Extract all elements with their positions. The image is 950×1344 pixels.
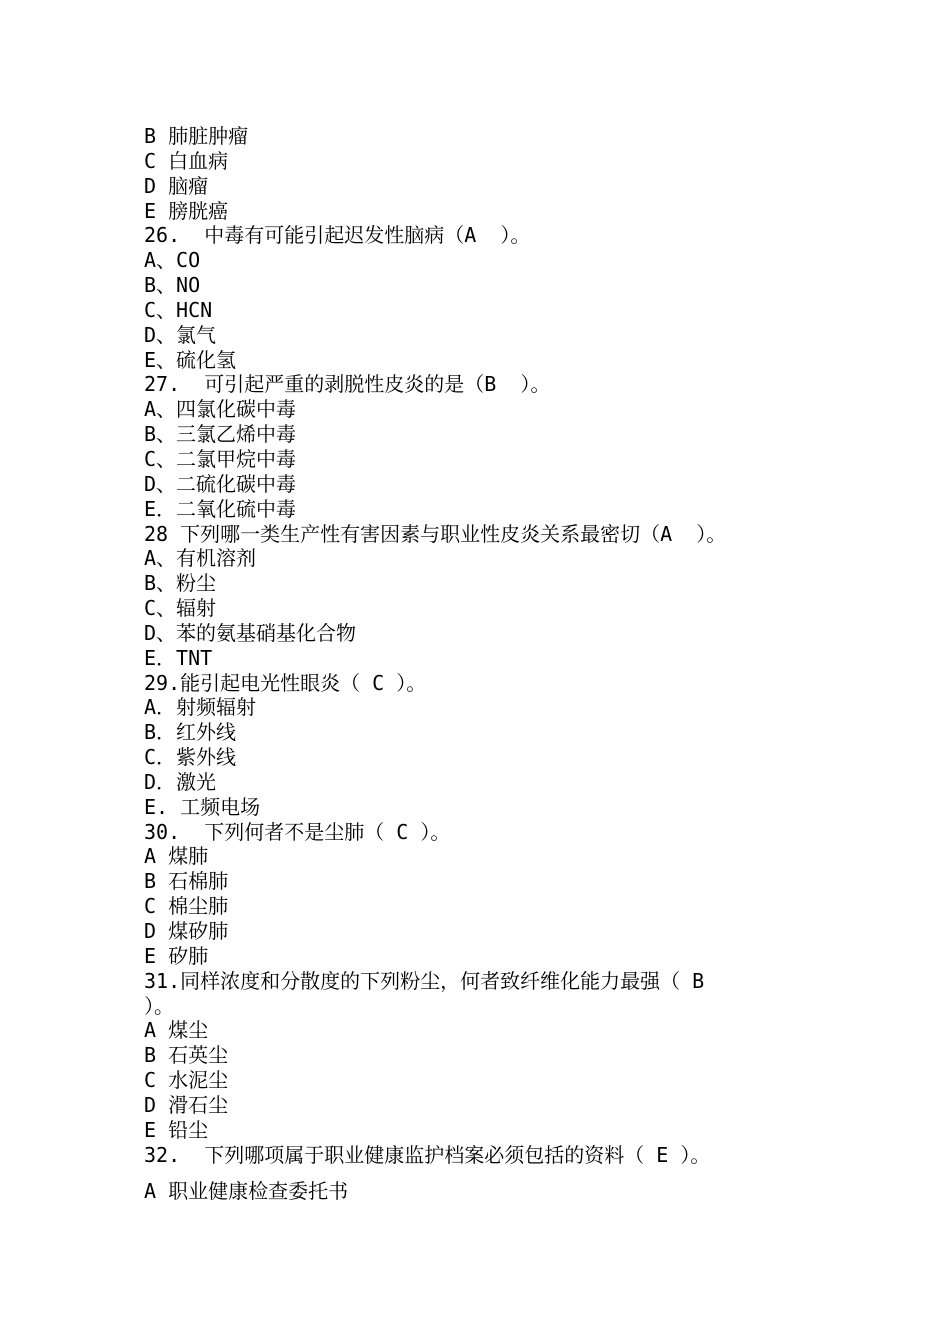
q26-option-d: D、氯气 bbox=[144, 322, 217, 347]
q30-option-d: D 煤矽肺 bbox=[144, 919, 229, 943]
q30-option-e: E 矽肺 bbox=[144, 943, 209, 968]
document-page bbox=[144, 124, 824, 1204]
question-30: 30. 下列何者不是尘肺（ C ）。 bbox=[144, 819, 451, 844]
q27-option-b: B、三氯乙烯中毒 bbox=[144, 422, 297, 447]
question-26: 26. 中毒有可能引起迟发性脑病（A ）。 bbox=[144, 223, 531, 248]
question-28: 28 下列哪一类生产性有害因素与职业性皮炎关系最密切（A ）。 bbox=[144, 521, 727, 546]
option-d-brain-tumor: D 脑瘤 bbox=[144, 173, 209, 198]
q27-option-a: A、四氯化碳中毒 bbox=[144, 397, 297, 422]
q27-option-d: D、二硫化碳中毒 bbox=[144, 471, 297, 496]
question-29: 29.能引起电光性眼炎（ C ）。 bbox=[144, 670, 427, 695]
q29-option-d: D．激光 bbox=[144, 769, 217, 794]
q28-option-e: E．TNT bbox=[144, 645, 213, 670]
q32-option-a: A 职业健康检查委托书 bbox=[144, 1179, 349, 1204]
q30-option-c: C 棉尘肺 bbox=[144, 894, 229, 919]
q31-option-e: E 铅尘 bbox=[144, 1117, 209, 1142]
q31-option-a: A 煤尘 bbox=[144, 1018, 209, 1043]
option-e-bladder-cancer: E 膀胱癌 bbox=[144, 198, 229, 223]
q28-option-d: D、苯的氨基硝基化合物 bbox=[144, 620, 357, 645]
option-c-leukemia: C 白血病 bbox=[144, 148, 229, 173]
q26-option-e: E、硫化氢 bbox=[144, 347, 237, 372]
question-32: 32. 下列哪项属于职业健康监护档案必须包括的资料（ E ）。 bbox=[144, 1142, 711, 1167]
q29-option-b: B．红外线 bbox=[144, 720, 237, 745]
q30-option-a: A 煤肺 bbox=[144, 844, 209, 869]
q28-option-b: B、粉尘 bbox=[144, 571, 217, 596]
q27-option-c: C、二氯甲烷中毒 bbox=[144, 446, 297, 471]
q29-option-a: A．射频辐射 bbox=[144, 695, 257, 720]
question-31-continued: ）。 bbox=[144, 993, 174, 1018]
q26-option-a: A、CO bbox=[144, 248, 201, 273]
question-27: 27. 可引起严重的剥脱性皮炎的是（B ）。 bbox=[144, 372, 551, 397]
q31-option-c: C 水泥尘 bbox=[144, 1068, 229, 1093]
q28-option-c: C、辐射 bbox=[144, 596, 217, 621]
q29-option-e: E. 工频电场 bbox=[144, 794, 261, 819]
q26-option-b: B、NO bbox=[144, 273, 201, 298]
q27-option-e: E．二氧化硫中毒 bbox=[144, 496, 297, 521]
q26-option-c: C、HCN bbox=[144, 297, 213, 322]
q31-option-b: B 石英尘 bbox=[144, 1043, 229, 1068]
option-b-lung-tumor: B 肺脏肿瘤 bbox=[144, 124, 249, 148]
q28-option-a: A、有机溶剂 bbox=[144, 546, 257, 571]
q31-option-d: D 滑石尘 bbox=[144, 1092, 229, 1117]
q30-option-b: B 石棉肺 bbox=[144, 869, 229, 894]
question-31: 31.同样浓度和分散度的下列粉尘，何者致纤维化能力最强（ B bbox=[144, 968, 705, 993]
q29-option-c: C．紫外线 bbox=[144, 745, 237, 770]
